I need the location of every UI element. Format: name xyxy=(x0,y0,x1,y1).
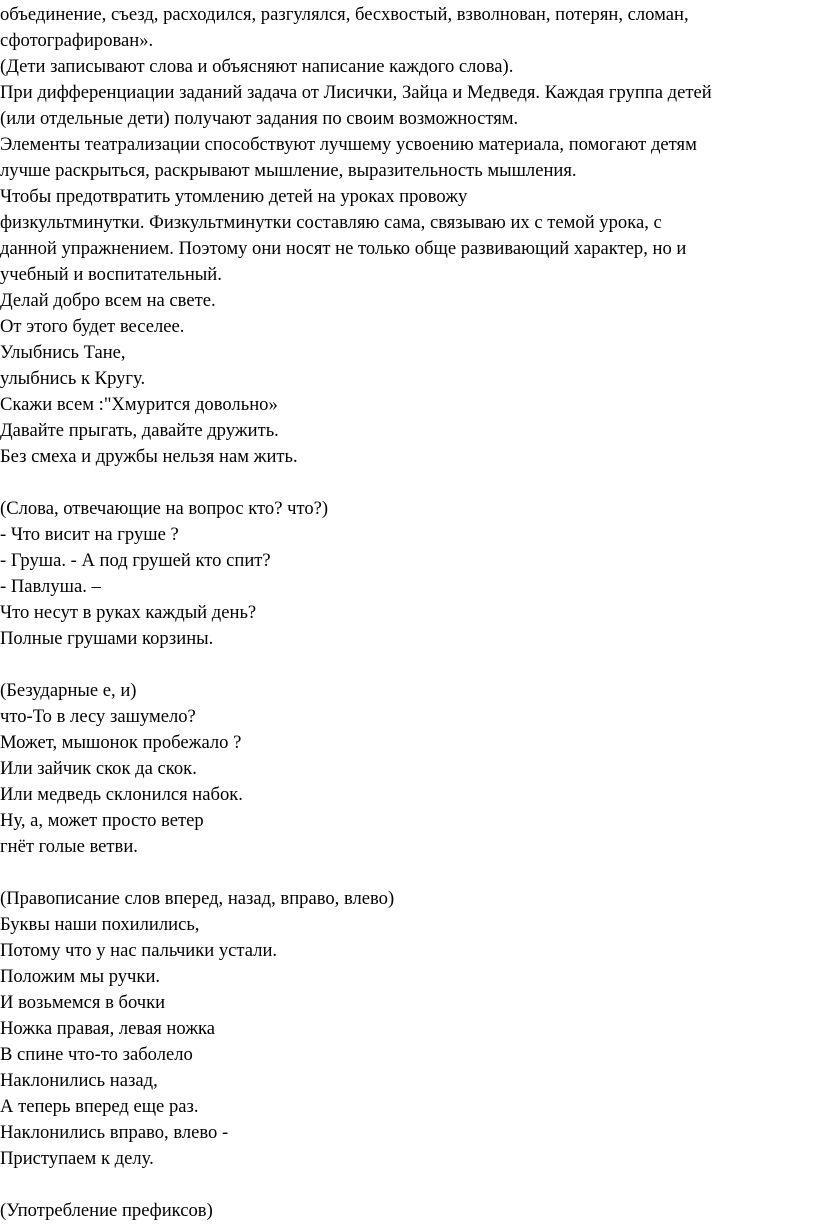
poem-line: Скажи всем :"Хмурится довольно» xyxy=(0,394,278,415)
poem-line: Наклонились назад, xyxy=(0,1070,158,1091)
blank-line xyxy=(0,470,816,496)
poem-line: Положим мы ручки. xyxy=(0,966,161,987)
text-line: Чтобы предотвратить утомлению детей на уроках провожу xyxy=(0,186,468,207)
text-line: При дифференциации заданий задача от Лисички, Зайца и Медведя. Каждая группа детей xyxy=(0,82,712,103)
section-heading: (Слова, отвечающие на вопрос кто? что?) xyxy=(0,498,329,519)
poem-line: Приступаем к делу. xyxy=(0,1148,154,1169)
poem-line: Может, мышонок пробежало ? xyxy=(0,732,242,753)
poem-line: Делай добро всем на свете. xyxy=(0,290,216,311)
text-line: данной упражнением. Поэтому они носят не только обще развивающий характер, но и xyxy=(0,238,687,259)
poem-line: - Павлуша. – xyxy=(0,576,101,597)
poem-line: Ножка правая, левая ножка xyxy=(0,1018,216,1039)
poem-line: улыбнись к Кругу. xyxy=(0,368,146,389)
text-line: объединение, съезд, расходился, разгулялся, бесхвостый, взволнован, потерян, сломан, xyxy=(0,4,689,25)
poem-line: Ну, а, может просто ветер xyxy=(0,810,204,831)
text-line: учебный и воспитательный. xyxy=(0,264,222,285)
poem-line: И возьмемся в бочки xyxy=(0,992,166,1013)
poem-line: - Груша. - А под грушей кто спит? xyxy=(0,550,271,571)
poem-line: Или медведь склонился набок. xyxy=(0,784,243,805)
poem-line: Улыбнись Тане, xyxy=(0,342,126,363)
poem-line: Что несут в руках каждый день? xyxy=(0,602,257,623)
text-line: лучше раскрыться, раскрывают мышление, выразительность мышления. xyxy=(0,160,577,181)
text-line: физкультминутки. Физкультминутки составляю сама, связываю их с темой урока, с xyxy=(0,212,662,233)
poem-line: что-То в лесу зашумело? xyxy=(0,706,196,727)
poem-line: От этого будет веселее. xyxy=(0,316,185,337)
section-heading: (Правописание слов вперед, назад, вправо, влево) xyxy=(0,888,395,909)
poem-line: А теперь вперед еще раз. xyxy=(0,1096,199,1117)
poem-line: Буквы наши похилились, xyxy=(0,914,200,935)
poem-line: Или зайчик скок да скок. xyxy=(0,758,197,779)
text-line: (или отдельные дети) получают задания по своим возможностям. xyxy=(0,108,519,129)
section-heading: (Безударные е, и) xyxy=(0,680,137,701)
poem-line: - Что висит на груше ? xyxy=(0,524,179,545)
poem-line: Давайте прыгать, давайте дружить. xyxy=(0,420,279,441)
poem-line: Наклонились вправо, влево - xyxy=(0,1122,229,1143)
text-line: сфотографирован». xyxy=(0,30,154,51)
poem-line: Потому что у нас пальчики устали. xyxy=(0,940,278,961)
poem-line: гнёт голые ветви. xyxy=(0,836,138,857)
poem-line: Без смеха и дружбы нельзя нам жить. xyxy=(0,446,298,467)
blank-line xyxy=(0,1172,816,1198)
section-heading: (Употребление префиксов) xyxy=(0,1200,213,1221)
blank-line xyxy=(0,652,816,678)
blank-line xyxy=(0,860,816,886)
poem-line: В спине что-то заболело xyxy=(0,1044,193,1065)
text-line: (Дети записывают слова и объясняют написание каждого слова). xyxy=(0,56,514,77)
text-line: Элементы театрализации способствуют лучшему усвоению материала, помогают детям xyxy=(0,134,697,155)
poem-line: Полные грушами корзины. xyxy=(0,628,214,649)
